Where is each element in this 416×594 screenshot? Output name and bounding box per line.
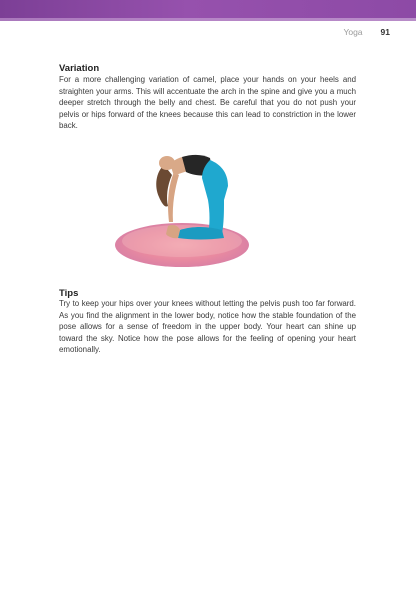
- tips-paragraph: Try to keep your hips over your knees without letting the pelvis push too far forward. As you find the alignment in the lower body, notice how the stable foundation of the pose allows for a sense of freedom in the upper body. Your heart can shine up toward the sky. Notice how the pose allows for the feeling of opening your heart emotionally.: [59, 299, 356, 355]
- top-color-band: [0, 0, 416, 21]
- variation-paragraph: For a more challenging variation of camel, place your hands on your heels and straighten your arms. This will accentuate the arch in the spine and give you a much deeper stretch through the belly and chest. Be careful that you do not push your pelvis or hips forward of the knees because this can lead to constriction in the lower back.: [59, 75, 356, 131]
- camel-pose-photo: [112, 142, 254, 272]
- running-head: [343, 27, 390, 37]
- tips-heading: Tips: [59, 288, 79, 299]
- variation-heading: Variation: [59, 63, 100, 74]
- section-title: Yoga: [343, 27, 363, 37]
- page-number: 91: [380, 27, 390, 37]
